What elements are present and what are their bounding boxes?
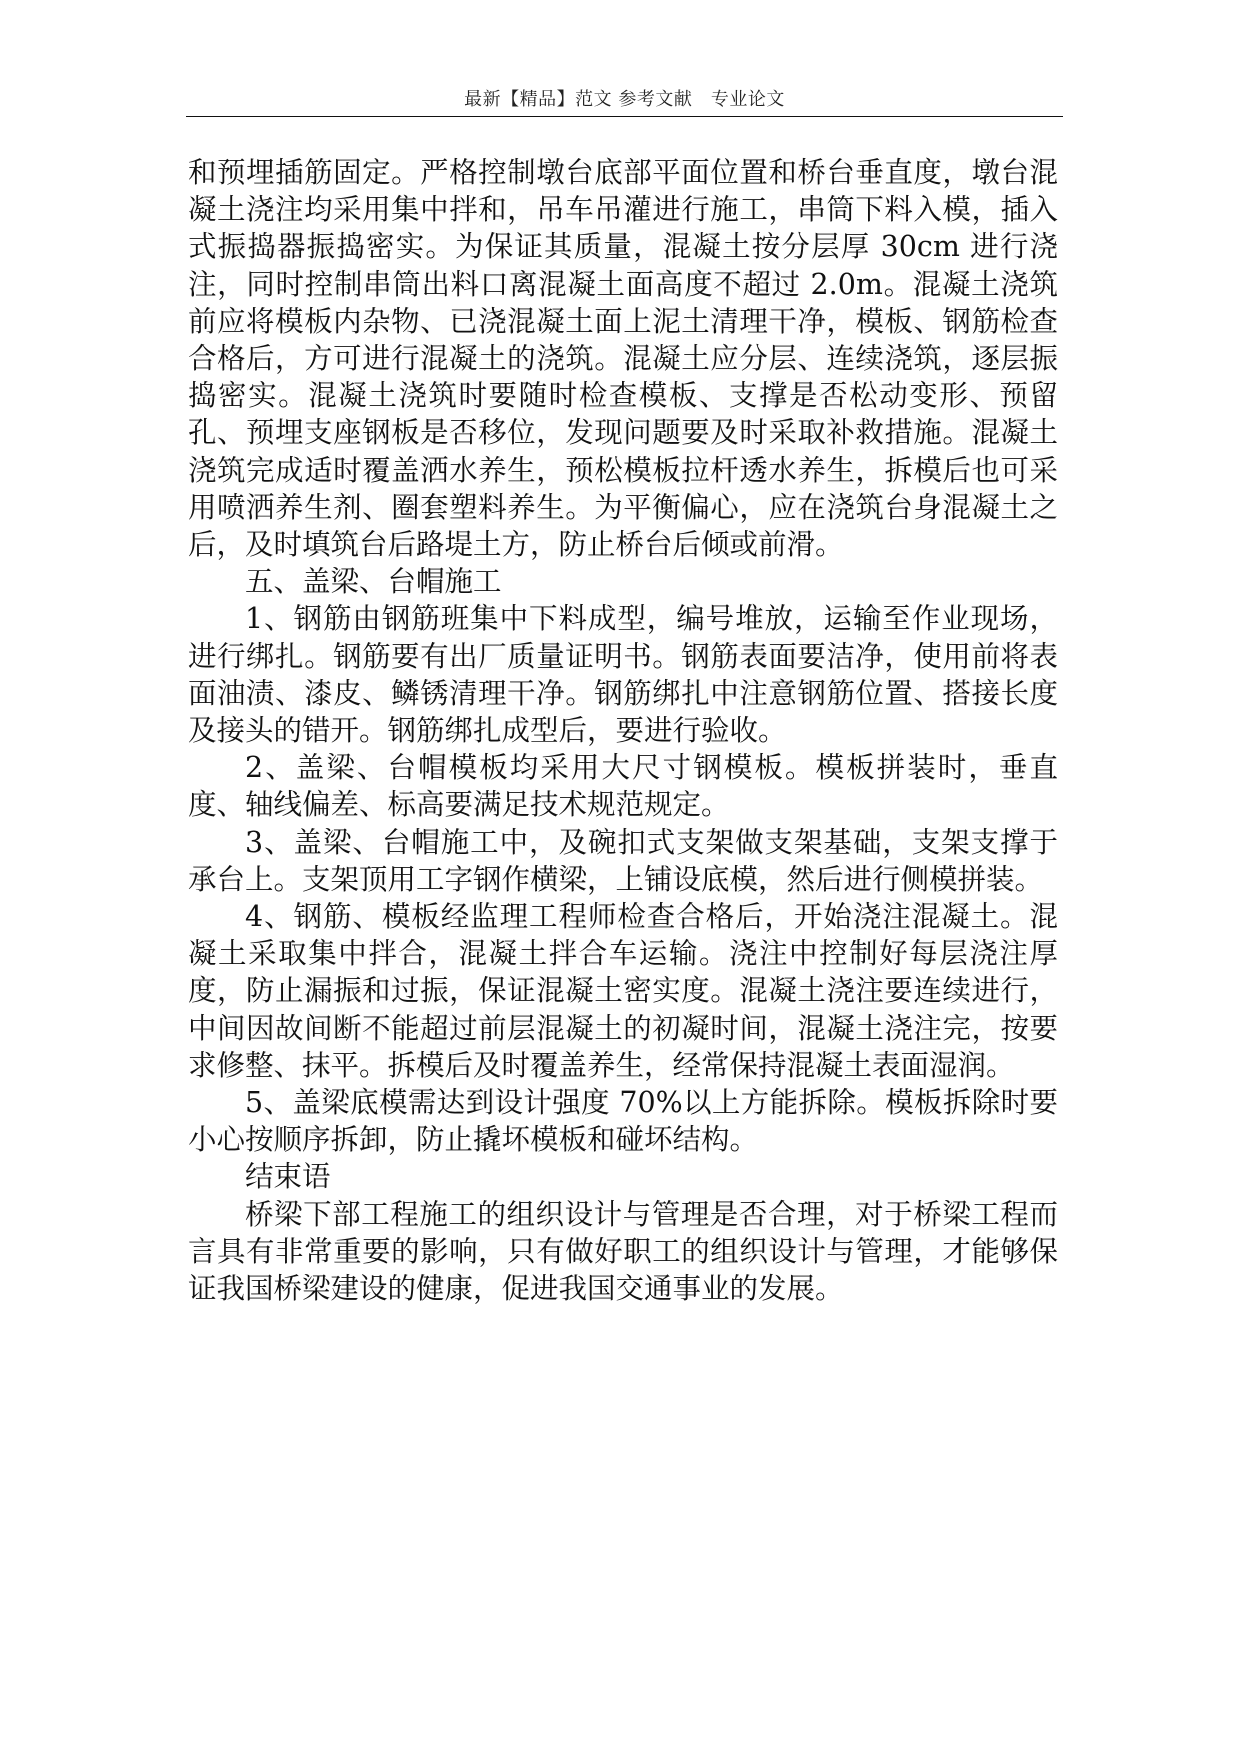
- paragraph-conclusion: 桥梁下部工程施工的组织设计与管理是否合理，对于桥梁工程而言具有非常重要的影响，只有做好职工的组织设计与管理，才能够保证我国桥梁建设的健康，促进我国交通事业的发展。: [188, 1197, 1058, 1306]
- document-body: [188, 154, 1058, 1307]
- header-divider: [186, 116, 1063, 117]
- paragraph-pouring: 4、钢筋、模板经监理工程师检查合格后，开始浇注混凝土。混凝土采取集中拌合，混凝土拌合车运输。浇注中控制好每层浇注厚度，防止漏振和过振，保证混凝土密实度。混凝土浇注要连续进行，中间因故间断不能超过前层混凝土的初凝时间，混凝土浇注完，按要求修整、抹平。拆模后及时覆盖养生，经常保持混凝土表面湿润。: [188, 900, 1058, 1082]
- page-header: 最新【精品】范文 参考文献 专业论文: [464, 89, 785, 110]
- section-heading-conclusion: 结束语: [245, 1160, 331, 1194]
- paragraph-pier-concrete: 和预埋插筋固定。严格控制墩台底部平面位置和桥台垂直度，墩台混凝土浇注均采用集中拌和，吊车吊灌进行施工，串筒下料入模，插入式振捣器振捣密实。为保证其质量，混凝土按分层厚 30cm 进行浇注，同时控制串筒出料口离混凝土面高度不超过 2.0m。混凝土浇筑前应将模板内杂物、已浇混凝土面上泥土清理干净，模板、钢筋检查合格后，方可进行混凝土的浇筑。混凝土应分层、连续浇筑，逐层振捣密实。混凝土浇筑时要随时检查模板、支撑是否松动变形、预留孔、预埋支座钢板是否移位，发现问题要及时采取补救措施。混凝土浇筑完成适时覆盖洒水养生，预松模板拉杆透水养生，拆模后也可采用喷洒养生剂、圈套塑料养生。为平衡偏心，应在浇筑台身混凝土之后，及时填筑台后路堤土方，防止桥台后倾或前滑。: [188, 156, 1058, 562]
- paragraph-rebar: 1、钢筋由钢筋班集中下料成型，编号堆放，运输至作业现场，进行绑扎。钢筋要有出厂质量证明书。钢筋表面要洁净，使用前将表面油渍、漆皮、鳞锈清理干净。钢筋绑扎中注意钢筋位置、搭接长度及接头的错开。钢筋绑扎成型后，要进行验收。: [188, 602, 1058, 748]
- section-heading-cap-beam: 五、盖梁、台帽施工: [245, 565, 502, 599]
- paragraph-formwork: 2、盖梁、台帽模板均采用大尺寸钢模板。模板拼装时，垂直度、轴线偏差、标高要满足技术规范规定。: [188, 751, 1058, 822]
- paragraph-support: 3、盖梁、台帽施工中，及碗扣式支架做支架基础，支架支撑于承台上。支架顶用工字钢作横梁，上铺设底模，然后进行侧模拼装。: [188, 825, 1058, 896]
- paragraph-form-removal: 5、盖梁底模需达到设计强度 70%以上方能拆除。模板拆除时要小心按顺序拆卸，防止撬坏模板和碰坏结构。: [188, 1086, 1058, 1157]
